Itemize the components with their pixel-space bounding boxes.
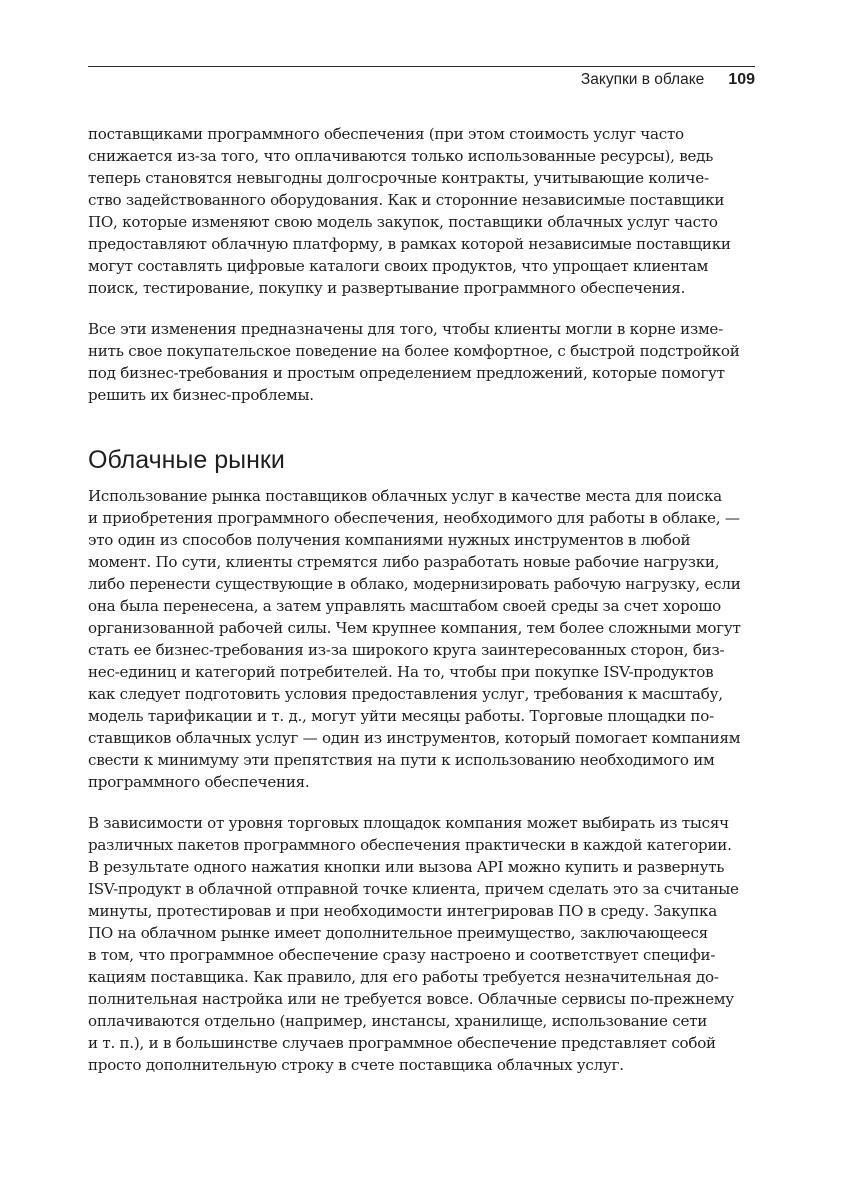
text-line: момент. По сути, клиенты стремятся либо разработать новые рабочие нагрузки, bbox=[88, 553, 720, 571]
paragraph-1 bbox=[88, 123, 756, 299]
running-header bbox=[581, 71, 755, 89]
text-line: в том, что программное обеспечение сразу настроено и соответствует специфи- bbox=[88, 946, 716, 964]
text-line: нить свое покупательское поведение на более комфортное, с быстрой подстройкой bbox=[88, 342, 740, 360]
page-number: 109 bbox=[728, 71, 755, 88]
text-line: могут составлять цифровые каталоги своих продуктов, что упрощает клиентам bbox=[88, 257, 709, 275]
text-line: предоставляют облачную платформу, в рамках которой независимые поставщики bbox=[88, 235, 731, 253]
text-line: поиск, тестирование, покупку и развертывание программного обеспечения. bbox=[88, 279, 686, 297]
text-line: В результате одного нажатия кнопки или вызова API можно купить и развернуть bbox=[88, 858, 725, 876]
text-line: как следует подготовить условия предоставления услуг, требования к масштабу, bbox=[88, 685, 723, 703]
section-heading: Облачные рынки bbox=[88, 446, 285, 474]
text-line: свести к минимуму эти препятствия на пути к использованию необходимого им bbox=[88, 751, 715, 769]
text-line: Все эти изменения предназначены для того, чтобы клиенты могли в корне изме- bbox=[88, 320, 723, 338]
running-title: Закупки в облаке bbox=[580, 71, 705, 88]
text-line: ставщиков облачных услуг — один из инструментов, который помогает компаниям bbox=[88, 729, 741, 747]
text-line: она была перенесена, а затем управлять масштабом своей среды за счет хорошо bbox=[88, 597, 722, 615]
text-line: организованной рабочей силы. Чем крупнее компания, тем более сложными могут bbox=[88, 619, 741, 637]
text-line: решить их бизнес-проблемы. bbox=[88, 386, 314, 404]
text-line: кациям поставщика. Как правило, для его работы требуется незначительная до- bbox=[88, 968, 719, 986]
text-line: снижается из-за того, что оплачиваются только использованные ресурсы), ведь bbox=[88, 147, 714, 165]
text-line: нес-единиц и категорий потребителей. На то, чтобы при покупке ISV-продуктов bbox=[88, 663, 714, 681]
text-line: оплачиваются отдельно (например, инстансы, хранилище, использование сети bbox=[88, 1012, 708, 1030]
paragraph-2 bbox=[88, 318, 756, 406]
text-line: стать ее бизнес-требования из-за широкого круга заинтересованных сторон, биз- bbox=[88, 641, 725, 659]
text-line: полнительная настройка или не требуется вовсе. Облачные сервисы по-прежнему bbox=[88, 990, 734, 1008]
paragraph-3 bbox=[88, 485, 756, 793]
text-line: Использование рынка поставщиков облачных услуг в качестве места для поиска bbox=[88, 487, 722, 505]
text-line: различных пакетов программного обеспечения практически в каждой категории. bbox=[88, 836, 732, 854]
text-line: под бизнес-требования и простым определением предложений, которые помогут bbox=[88, 364, 725, 382]
text-line: ПО на облачном рынке имеет дополнительное преимущество, заключающееся bbox=[88, 924, 708, 942]
text-line: просто дополнительную строку в счете поставщика облачных услуг. bbox=[88, 1056, 624, 1074]
text-line: это один из способов получения компаниями нужных инструментов в любой bbox=[88, 531, 691, 549]
text-line: поставщиками программного обеспечения (при этом стоимость услуг часто bbox=[88, 125, 684, 143]
paragraph-4 bbox=[88, 812, 756, 1076]
text-line: минуты, протестировав и при необходимости интегрировав ПО в среду. Закупка bbox=[88, 902, 717, 920]
text-line: программного обеспечения. bbox=[88, 773, 310, 791]
text-line: теперь становятся невыгодны долгосрочные контракты, учитывающие количе- bbox=[88, 169, 709, 187]
text-line: ство задействованного оборудования. Как и сторонние независимые поставщики bbox=[88, 191, 725, 209]
text-line: и приобретения программного обеспечения, необходимого для работы в облаке, — bbox=[88, 509, 740, 527]
text-line: ISV-продукт в облачной отправной точке клиента, причем сделать это за считаные bbox=[88, 880, 739, 898]
text-line: и т. п.), и в большинстве случаев программное обеспечение представляет собой bbox=[88, 1034, 716, 1052]
header-rule bbox=[88, 66, 755, 67]
text-line: ПО, которые изменяют свою модель закупок, поставщики облачных услуг часто bbox=[88, 213, 718, 231]
text-line: либо перенести существующие в облако, модернизировать рабочую нагрузку, если bbox=[88, 575, 741, 593]
text-line: модель тарификации и т. д., могут уйти месяцы работы. Торговые площадки по- bbox=[88, 707, 714, 725]
text-line: В зависимости от уровня торговых площадок компания может выбирать из тысяч bbox=[88, 814, 729, 832]
